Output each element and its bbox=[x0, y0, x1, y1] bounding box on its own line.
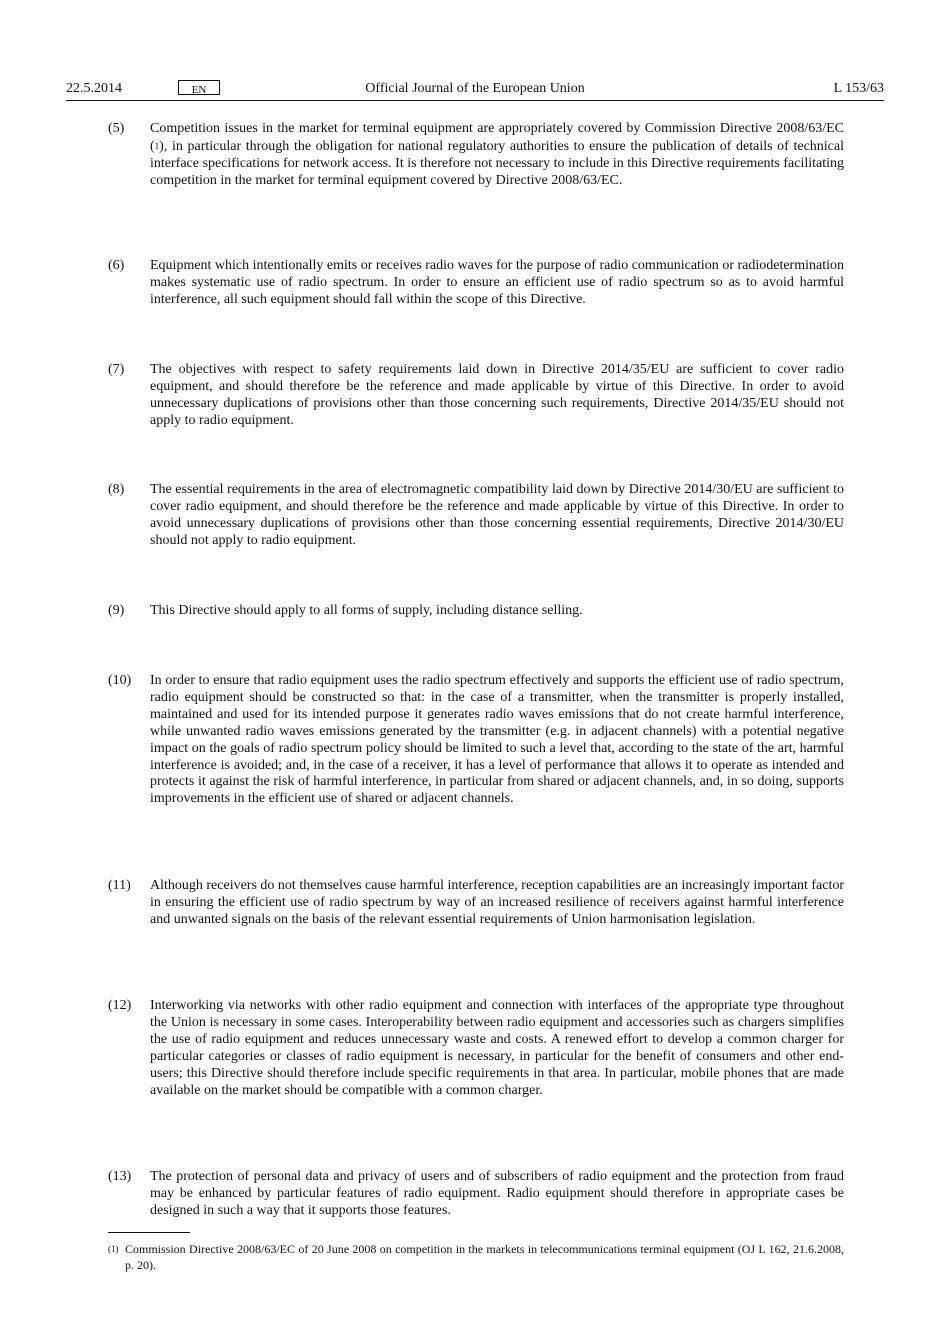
footnote-number: (1) bbox=[108, 1244, 119, 1254]
recital-text: Although receivers do not themselves cause harmful interference, reception capabilities are an increasingly important factor in ensuring the efficient use of radio spectrum by way of an increased resilience of receivers against harmful interference and unwanted signals on the basis of the relevant essential requirements of Union harmonisation legislation. bbox=[150, 878, 844, 927]
recital-7 bbox=[108, 362, 844, 430]
recital-text: The essential requirements in the area of electromagnetic compatibility laid down by Directive 2014/30/EU are sufficient to cover radio equipment, and should therefore be the reference and made applicable by virtue of this Directive. In order to avoid unnecessary duplications of provisions other than those concerning essential requirements, Directive 2014/30/EU should not apply to radio equipment. bbox=[150, 482, 844, 548]
footnote bbox=[108, 1242, 844, 1273]
page-header bbox=[66, 80, 884, 101]
recital-number: (10) bbox=[108, 673, 132, 688]
recital-text: Competition issues in the market for terminal equipment are appropriately covered by Commission Directive 2008/63/EC (1), in particular through the obligation for national regulatory authorities to ensure the publication of details of technical interface specifications for network access. It is therefore not necessary to include in this Directive requirements facilitating competition in the market for terminal equipment covered by Directive 2008/63/EC. bbox=[150, 121, 844, 188]
page-reference: L 153/63 bbox=[833, 81, 884, 96]
recital-number: (6) bbox=[108, 258, 125, 273]
recital-10 bbox=[108, 673, 844, 808]
recital-8 bbox=[108, 482, 844, 550]
recital-6 bbox=[108, 258, 844, 309]
recital-number: (11) bbox=[108, 878, 131, 893]
recital-text: The protection of personal data and privacy of users and of subscribers of radio equipment and the protection from fraud may be enhanced by particular features of radio equipment. Radio equipment should therefore in appropriate cases be designed in such a way that it supports those features. bbox=[150, 1169, 844, 1218]
footnote-text: Commission Directive 2008/63/EC of 20 June 2008 on competition in the markets in telecommunications terminal equipment (OJ L 162, 21.6.2008, p. 20). bbox=[125, 1242, 844, 1272]
recital-number: (7) bbox=[108, 362, 125, 377]
recital-text: Equipment which intentionally emits or receives radio waves for the purpose of radio communication or radiodetermination makes systematic use of radio spectrum. In order to ensure an efficient use of radio spectrum so as to avoid harmful interference, all such equipment should fall within the scope of this Directive. bbox=[150, 258, 844, 307]
recital-9 bbox=[108, 603, 844, 620]
footnote-reference[interactable]: 1 bbox=[154, 140, 160, 151]
footnote-divider bbox=[108, 1232, 190, 1233]
journal-title: Official Journal of the European Union bbox=[365, 81, 585, 96]
recital-text: Interworking via networks with other radio equipment and connection with interfaces of the appropriate type throughout the Union is necessary in some cases. Interoperability between radio equipment and accessories such as chargers simplifies the use of radio equipment and reduces unnecessary waste and costs. A renewed effort to develop a common charger for particular categories or classes of radio equipment is necessary, in particular for the benefit of consumers and other end-users; this Directive should therefore include specific requirements in that area. In particular, mobile phones that are made available on the market should be compatible with a common charger. bbox=[150, 998, 844, 1098]
recital-text: In order to ensure that radio equipment uses the radio spectrum effectively and supports the efficient use of radio spectrum, radio equipment should be constructed so that: in the case of a transmitter, when the transmitter is properly installed, maintained and used for its intended purpose it generates radio waves emissions that do not create harmful interference, while unwanted radio waves emissions generated by the transmitter (e.g. in adjacent channels) with a potential negative impact on the goals of radio spectrum policy should be limited to such a level that, according to the state of the art, harmful interference is avoided; and, in the case of a receiver, it has a level of performance that allows it to operate as intended and protects it against the risk of harmful interference, in particular from shared or adjacent channels, and, in so doing, supports improvements in the efficient use of shared or adjacent channels. bbox=[150, 673, 844, 807]
recital-number: (5) bbox=[108, 121, 125, 136]
recital-11 bbox=[108, 878, 844, 929]
recital-number: (13) bbox=[108, 1169, 132, 1184]
recital-text: The objectives with respect to safety requirements laid down in Directive 2014/35/EU are sufficient to cover radio equipment, and should therefore be the reference and made applicable by virtue of this Directive. In order to avoid unnecessary duplications of provisions other than those concerning such requirements, Directive 2014/35/EU should not apply to radio equipment. bbox=[150, 362, 844, 428]
recital-number: (8) bbox=[108, 482, 125, 497]
recital-12 bbox=[108, 998, 844, 1099]
publication-date: 22.5.2014 bbox=[66, 81, 122, 96]
language-badge: EN bbox=[178, 80, 220, 95]
recital-13 bbox=[108, 1169, 844, 1220]
recital-number: (12) bbox=[108, 998, 132, 1013]
recital-5 bbox=[108, 121, 844, 190]
recital-number: (9) bbox=[108, 603, 125, 618]
recital-text: This Directive should apply to all forms of supply, including distance selling. bbox=[150, 603, 583, 618]
